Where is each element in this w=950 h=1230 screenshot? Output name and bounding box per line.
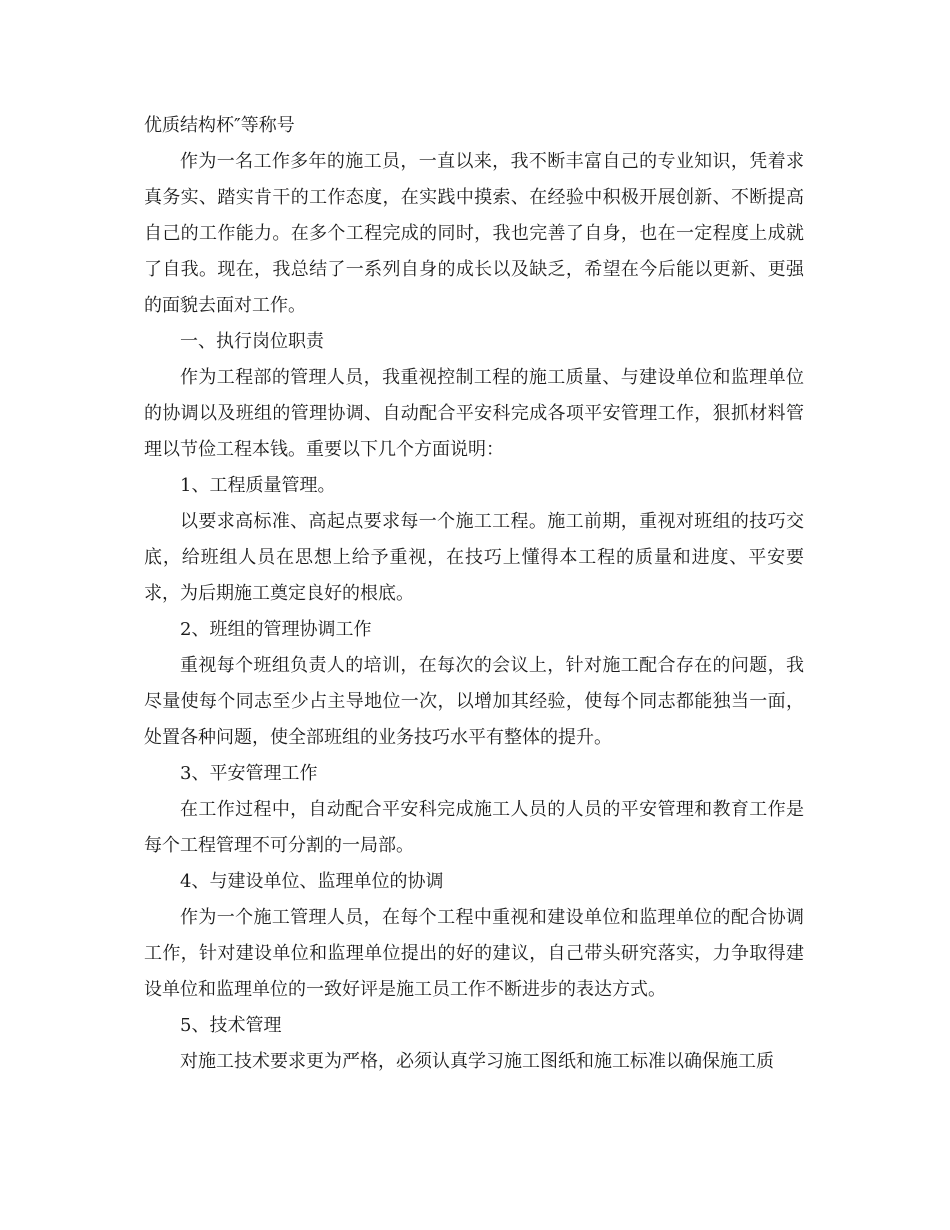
document-body xyxy=(144,108,804,1080)
paragraph-continuation: 优质结构杯″等称号 xyxy=(144,115,295,136)
paragraph-client-coordination: 作为一个施工管理人员，在每个工程中重视和建设单位和监理单位的配合协调工作，针对建设单位和监理单位提出的好的建议，自己带头研究落实，力争取得建设单位和监理单位的一致好评是施工员工作不断进步的表达方式。 xyxy=(144,907,804,1000)
subheading-safety: 3、平安管理工作 xyxy=(180,763,318,784)
subheading-quality: 1、工程质量管理。 xyxy=(180,475,336,496)
subheading-team-coordination: 2、班组的管理协调工作 xyxy=(180,619,372,640)
paragraph-intro: 作为一名工作多年的施工员，一直以来，我不断丰富自己的专业知识，凭着求真务实、踏实肯干的工作态度，在实践中摸索、在经验中积极开展创新、不断提高自己的工作能力。在多个工程完成的同时，我也完善了自身，也在一定程度上成就了自我。现在，我总结了一系列自身的成长以及缺乏，希望在今后能以更新、更强的面貌去面对工作。 xyxy=(144,151,804,316)
paragraph-quality: 以要求高标准、高起点要求每一个施工工程。施工前期，重视对班组的技巧交底，给班组人员在思想上给予重视，在技巧上懂得本工程的质量和进度、平安要求，为后期施工奠定良好的根底。 xyxy=(144,511,804,604)
paragraph-safety: 在工作过程中，自动配合平安科完成施工人员的人员的平安管理和教育工作是每个工程管理不可分割的一局部。 xyxy=(144,799,804,856)
paragraph-technical: 对施工技术要求更为严格，必须认真学习施工图纸和施工标准以确保施工质 xyxy=(180,1051,774,1072)
paragraph-duties: 作为工程部的管理人员，我重视控制工程的施工质量、与建设单位和监理单位的协调以及班组的管理协调、自动配合平安科完成各项平安管理工作，狠抓材料管理以节俭工程本钱。重要以下几个方面说明： xyxy=(144,367,804,460)
section-heading-duties: 一、执行岗位职责 xyxy=(180,331,324,352)
paragraph-team-coordination: 重视每个班组负责人的培训，在每次的会议上，针对施工配合存在的问题，我尽量使每个同志至少占主导地位一次，以增加其经验，使每个同志都能独当一面，处置各种问题，使全部班组的业务技巧水平有整体的提升。 xyxy=(144,655,804,748)
subheading-technical: 5、技术管理 xyxy=(180,1015,282,1036)
subheading-client-coordination: 4、与建设单位、监理单位的协调 xyxy=(180,871,444,892)
